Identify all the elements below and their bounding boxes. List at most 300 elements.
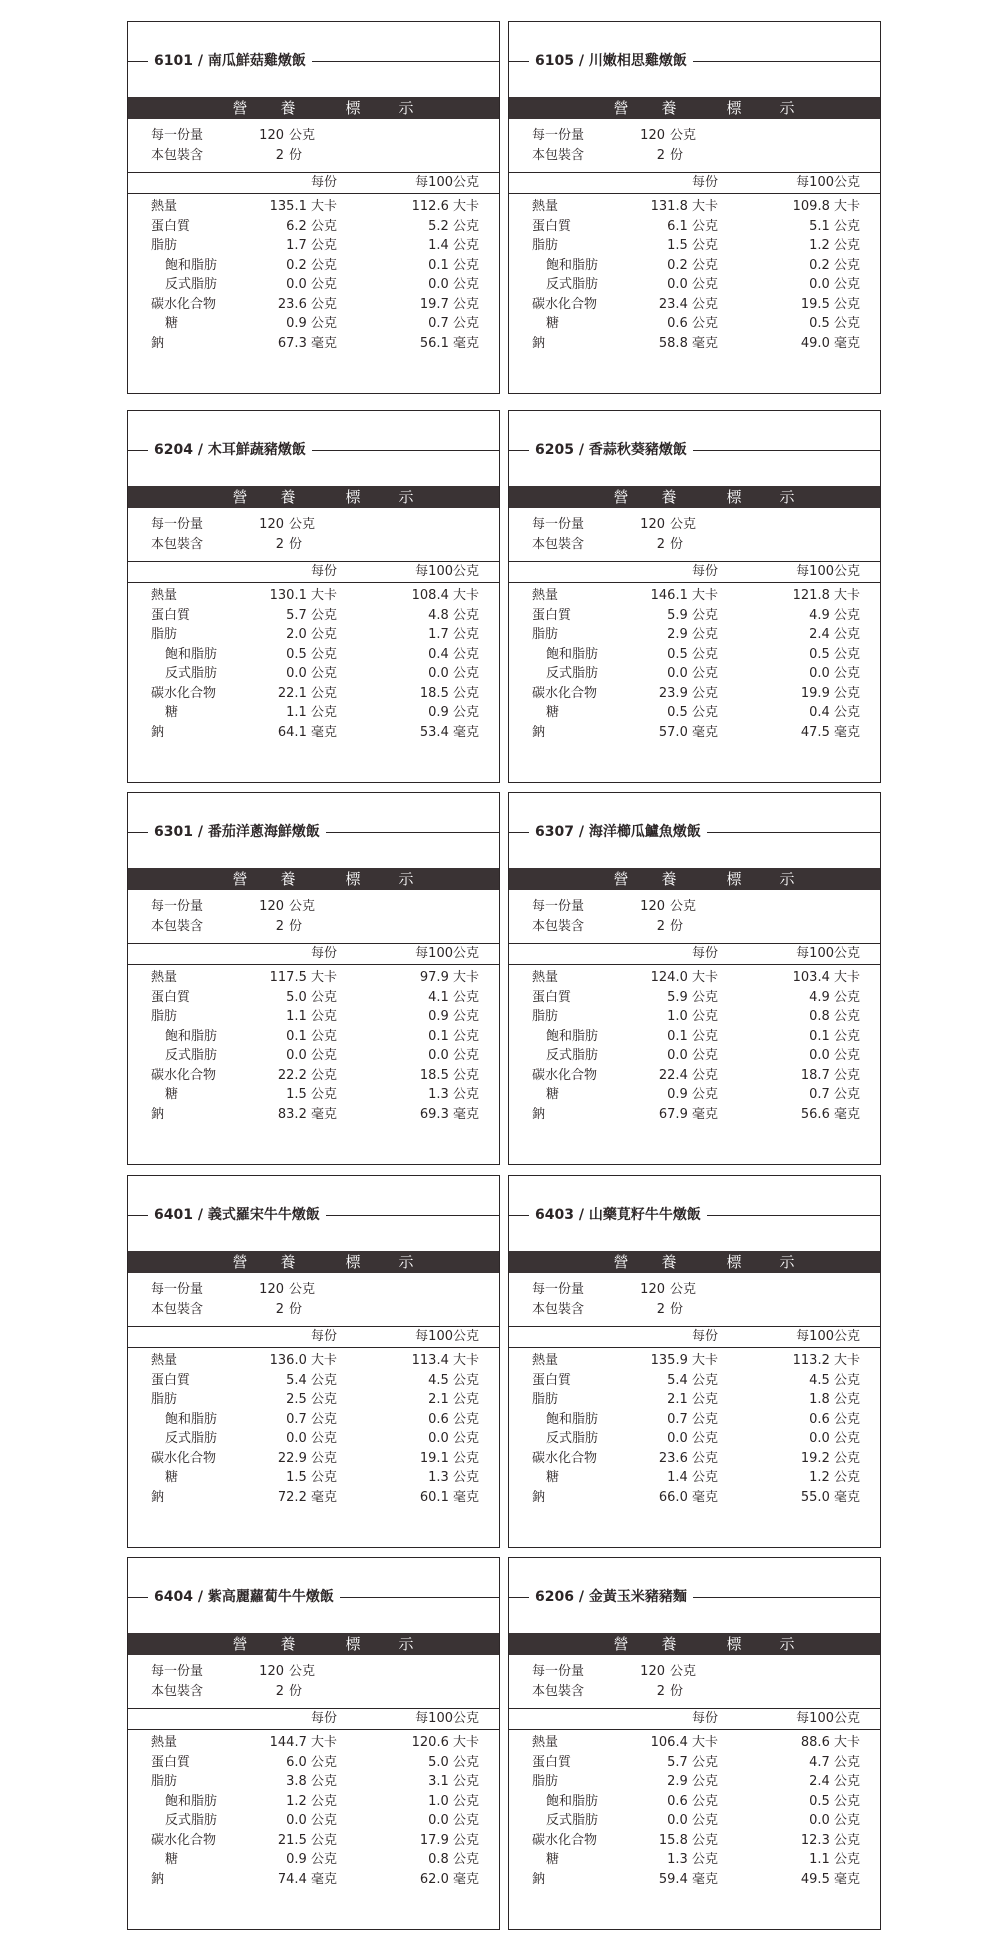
per-serving-value: 21.5 公克 xyxy=(277,1832,337,1848)
nutrient-row xyxy=(128,1733,499,1753)
per-serving-header: 每份 xyxy=(691,1711,718,1726)
nutrient-row xyxy=(509,236,880,256)
nutrient-label: 蛋白質 xyxy=(151,989,191,1005)
nutrition-header-bar xyxy=(509,1633,880,1655)
serving-size-unit: 公克 xyxy=(670,517,697,532)
per-serving-header: 每份 xyxy=(691,1329,718,1344)
header-char: 營 xyxy=(613,870,629,888)
nutrient-row xyxy=(128,1027,499,1047)
servings-per-pack-value: 2 xyxy=(275,1302,284,1317)
per-100g-value: 1.3 公克 xyxy=(428,1087,479,1102)
per-100g-value: 0.0 公克 xyxy=(809,666,860,681)
per-serving-value: 58.8 毫克 xyxy=(658,335,718,351)
header-char: 示 xyxy=(779,870,795,888)
per-100g-value: 1.7 公克 xyxy=(428,627,479,642)
servings-per-pack-unit: 份 xyxy=(289,537,303,552)
nutrition-header-bar xyxy=(509,486,880,508)
servings-per-pack-value: 2 xyxy=(275,919,284,934)
card-title-row xyxy=(128,438,499,462)
nutrient-row xyxy=(128,1429,499,1449)
per-serving-value: 1.0 公克 xyxy=(667,1009,718,1024)
per-serving-value: 106.4 大卡 xyxy=(650,1735,718,1750)
serving-size-value: 120 xyxy=(640,899,665,914)
nutrient-row xyxy=(128,1007,499,1027)
nutrient-label: 熱量 xyxy=(532,588,559,603)
servings-per-pack-label: 本包裝含 xyxy=(532,1302,585,1317)
card-title-row xyxy=(509,1203,880,1227)
per-100g-value: 97.9 大卡 xyxy=(419,970,479,985)
per-100g-value: 55.0 毫克 xyxy=(800,1489,860,1505)
nutrient-label: 熱量 xyxy=(532,970,559,985)
nutrient-row xyxy=(509,1468,880,1488)
nutrient-row xyxy=(128,703,499,723)
nutrient-label: 脂肪 xyxy=(532,1009,559,1024)
nutrient-row xyxy=(509,275,880,295)
serving-info xyxy=(128,897,499,937)
per-serving-value: 117.5 大卡 xyxy=(269,970,337,985)
per-100g-value: 18.5 公克 xyxy=(419,685,479,701)
serving-size-label: 每一份量 xyxy=(151,899,204,914)
nutrient-row xyxy=(128,256,499,276)
nutrient-label: 糖 xyxy=(546,1852,560,1867)
nutrient-label: 熱量 xyxy=(151,1735,178,1750)
header-char: 標 xyxy=(345,488,361,506)
per-100g-value: 0.8 公克 xyxy=(809,1009,860,1024)
nutrient-table xyxy=(509,1733,880,1889)
nutrient-row xyxy=(128,1488,499,1508)
nutrient-row xyxy=(509,1753,880,1773)
servings-per-pack-label: 本包裝含 xyxy=(532,148,585,163)
nutrient-label: 飽和脂肪 xyxy=(165,1411,218,1427)
nutrient-label: 糖 xyxy=(546,316,560,331)
nutrient-label: 反式脂肪 xyxy=(546,1813,599,1828)
serving-size-value: 120 xyxy=(259,1664,284,1679)
nutrient-row xyxy=(509,1772,880,1792)
nutrient-row xyxy=(128,1468,499,1488)
header-char: 示 xyxy=(779,1253,795,1271)
per-serving-value: 135.9 大卡 xyxy=(650,1353,718,1368)
per-100g-value: 53.4 毫克 xyxy=(419,724,479,740)
nutrient-label: 脂肪 xyxy=(532,238,559,253)
header-char: 標 xyxy=(726,99,742,117)
nutrient-label: 脂肪 xyxy=(532,627,559,642)
per-100g-value: 0.5 公克 xyxy=(809,646,860,662)
servings-per-pack-label: 本包裝含 xyxy=(151,148,204,163)
header-char: 養 xyxy=(661,99,677,117)
nutrient-row xyxy=(509,1410,880,1430)
serving-size-unit: 公克 xyxy=(289,1664,316,1679)
nutrient-label: 脂肪 xyxy=(532,1392,559,1407)
nutrition-card xyxy=(127,1557,500,1930)
column-header xyxy=(128,1326,499,1348)
per-100g-value: 120.6 大卡 xyxy=(411,1735,479,1750)
header-char: 養 xyxy=(661,1635,677,1653)
per-100g-value: 0.0 公克 xyxy=(428,666,479,681)
nutrient-row xyxy=(509,606,880,626)
per-100g-value: 0.8 公克 xyxy=(428,1852,479,1867)
per-100g-value: 0.5 公克 xyxy=(809,316,860,331)
nutrient-label: 反式脂肪 xyxy=(546,1431,599,1446)
nutrient-row xyxy=(128,1811,499,1831)
per-serving-value: 0.0 公克 xyxy=(286,277,337,292)
servings-per-pack-value: 2 xyxy=(275,148,284,163)
nutrient-label: 飽和脂肪 xyxy=(546,257,599,273)
nutrient-row xyxy=(509,664,880,684)
per-100g-value: 12.3 公克 xyxy=(800,1832,860,1848)
per-serving-value: 22.4 公克 xyxy=(658,1067,718,1083)
nutrient-label: 飽和脂肪 xyxy=(546,1028,599,1044)
nutrient-row xyxy=(128,1753,499,1773)
nutrition-card xyxy=(508,1557,881,1930)
header-char: 標 xyxy=(726,870,742,888)
nutrient-label: 碳水化合物 xyxy=(532,1450,598,1466)
column-header xyxy=(509,172,880,194)
nutrient-label: 糖 xyxy=(165,1087,179,1102)
nutrient-label: 鈉 xyxy=(532,1489,546,1505)
per-100g-value: 5.1 公克 xyxy=(809,218,860,234)
nutrient-table xyxy=(128,968,499,1124)
nutrient-row xyxy=(128,1105,499,1125)
product-title: 6404 / 紫高麗蘿蔔牛牛燉飯 xyxy=(148,1585,340,1609)
per-serving-value: 0.0 公克 xyxy=(667,1431,718,1446)
per-100g-value: 1.2 公克 xyxy=(809,238,860,253)
nutrient-table xyxy=(128,1351,499,1507)
nutrient-label: 熱量 xyxy=(532,1353,559,1368)
nutrient-label: 蛋白質 xyxy=(532,607,572,623)
per-100g-value: 108.4 大卡 xyxy=(411,588,479,603)
per-100g-value: 4.9 公克 xyxy=(809,989,860,1005)
nutrient-row xyxy=(128,664,499,684)
nutrient-label: 熱量 xyxy=(532,1735,559,1750)
header-char: 營 xyxy=(613,99,629,117)
serving-size-label: 每一份量 xyxy=(151,1664,204,1679)
per-100g-value: 47.5 毫克 xyxy=(800,724,860,740)
per-100g-value: 56.6 毫克 xyxy=(800,1106,860,1122)
nutrient-row xyxy=(128,295,499,315)
product-title: 6101 / 南瓜鮮菇雞燉飯 xyxy=(148,49,312,73)
column-header xyxy=(128,172,499,194)
header-char: 示 xyxy=(398,488,414,506)
header-char: 養 xyxy=(280,99,296,117)
header-char: 示 xyxy=(398,99,414,117)
per-serving-value: 0.5 公克 xyxy=(667,705,718,720)
per-100g-value: 49.5 毫克 xyxy=(800,1871,860,1887)
nutrition-header-bar xyxy=(509,1251,880,1273)
nutrient-row xyxy=(128,334,499,354)
serving-size-value: 120 xyxy=(259,517,284,532)
nutrient-label: 碳水化合物 xyxy=(532,296,598,312)
serving-info xyxy=(128,515,499,555)
nutrient-label: 碳水化合物 xyxy=(151,1067,217,1083)
serving-info xyxy=(509,1662,880,1702)
servings-per-pack-value: 2 xyxy=(656,919,665,934)
per-100g-header: 每100公克 xyxy=(796,564,860,579)
nutrient-row xyxy=(509,217,880,237)
nutrient-label: 鈉 xyxy=(151,1871,165,1887)
card-title-row xyxy=(128,49,499,73)
per-serving-value: 5.0 公克 xyxy=(286,989,337,1005)
nutrient-row xyxy=(128,1085,499,1105)
product-title: 6204 / 木耳鮮蔬豬燉飯 xyxy=(148,438,312,462)
servings-per-pack-label: 本包裝含 xyxy=(151,919,204,934)
per-100g-header: 每100公克 xyxy=(796,1329,860,1344)
serving-size-value: 120 xyxy=(640,128,665,143)
serving-size-unit: 公克 xyxy=(670,128,697,143)
per-100g-value: 0.0 公克 xyxy=(428,1048,479,1063)
per-100g-value: 19.1 公克 xyxy=(419,1450,479,1466)
per-100g-value: 112.6 大卡 xyxy=(411,199,479,214)
servings-per-pack-unit: 份 xyxy=(289,1684,303,1699)
per-100g-value: 62.0 毫克 xyxy=(419,1871,479,1887)
product-title: 6205 / 香蒜秋葵豬燉飯 xyxy=(529,438,693,462)
per-serving-value: 136.0 大卡 xyxy=(269,1353,337,1368)
serving-size-unit: 公克 xyxy=(289,128,316,143)
per-100g-value: 0.1 公克 xyxy=(428,1028,479,1044)
nutrient-label: 熱量 xyxy=(151,1353,178,1368)
serving-size-value: 120 xyxy=(640,517,665,532)
per-serving-value: 23.6 公克 xyxy=(658,1450,718,1466)
per-serving-value: 22.9 公克 xyxy=(277,1450,337,1466)
header-char: 養 xyxy=(280,870,296,888)
per-serving-value: 146.1 大卡 xyxy=(650,588,718,603)
per-100g-value: 88.6 大卡 xyxy=(800,1735,860,1750)
nutrient-row xyxy=(128,217,499,237)
servings-per-pack-label: 本包裝含 xyxy=(532,919,585,934)
nutrient-label: 反式脂肪 xyxy=(165,1431,218,1446)
nutrient-label: 脂肪 xyxy=(532,1774,559,1789)
nutrient-row xyxy=(509,1046,880,1066)
serving-size-label: 每一份量 xyxy=(532,899,585,914)
per-100g-value: 0.7 公克 xyxy=(428,316,479,331)
nutrition-card xyxy=(127,410,500,783)
nutrient-label: 脂肪 xyxy=(151,627,178,642)
nutrient-row xyxy=(128,723,499,743)
nutrient-table xyxy=(509,1351,880,1507)
nutrient-label: 鈉 xyxy=(532,1871,546,1887)
column-header xyxy=(128,1708,499,1730)
per-serving-value: 0.0 公克 xyxy=(286,666,337,681)
per-100g-value: 1.1 公克 xyxy=(809,1852,860,1867)
nutrient-label: 碳水化合物 xyxy=(151,1832,217,1848)
nutrient-row xyxy=(128,625,499,645)
nutrient-label: 鈉 xyxy=(151,724,165,740)
per-serving-value: 0.9 公克 xyxy=(286,1852,337,1867)
servings-per-pack-value: 2 xyxy=(275,537,284,552)
nutrient-label: 碳水化合物 xyxy=(151,685,217,701)
nutrient-label: 反式脂肪 xyxy=(165,666,218,681)
per-serving-value: 1.5 公克 xyxy=(286,1470,337,1485)
nutrient-label: 脂肪 xyxy=(151,1392,178,1407)
nutrient-label: 蛋白質 xyxy=(532,218,572,234)
nutrient-label: 飽和脂肪 xyxy=(165,1028,218,1044)
per-100g-value: 18.5 公克 xyxy=(419,1067,479,1083)
per-serving-value: 59.4 毫克 xyxy=(658,1871,718,1887)
per-serving-value: 2.9 公克 xyxy=(667,1774,718,1789)
card-title-row xyxy=(509,49,880,73)
per-serving-value: 1.5 公克 xyxy=(286,1087,337,1102)
nutrient-row xyxy=(509,334,880,354)
per-100g-value: 0.7 公克 xyxy=(809,1087,860,1102)
per-serving-value: 5.9 公克 xyxy=(667,989,718,1005)
nutrient-row xyxy=(509,1792,880,1812)
nutrient-label: 碳水化合物 xyxy=(151,296,217,312)
nutrient-row xyxy=(509,1007,880,1027)
per-serving-value: 1.7 公克 xyxy=(286,238,337,253)
column-header xyxy=(509,943,880,965)
servings-per-pack-label: 本包裝含 xyxy=(151,537,204,552)
per-serving-value: 0.0 公克 xyxy=(667,1048,718,1063)
per-100g-value: 5.2 公克 xyxy=(428,218,479,234)
nutrient-label: 蛋白質 xyxy=(532,989,572,1005)
nutrient-label: 糖 xyxy=(165,1852,179,1867)
product-title: 6401 / 義式羅宋牛牛燉飯 xyxy=(148,1203,326,1227)
nutrient-row xyxy=(128,1046,499,1066)
per-100g-header: 每100公克 xyxy=(415,946,479,961)
nutrient-row xyxy=(509,1811,880,1831)
nutrient-row xyxy=(509,1371,880,1391)
nutrient-label: 蛋白質 xyxy=(151,1754,191,1770)
nutrient-row xyxy=(128,197,499,217)
header-char: 營 xyxy=(232,1253,248,1271)
serving-size-label: 每一份量 xyxy=(151,1282,204,1297)
per-serving-value: 0.7 公克 xyxy=(286,1411,337,1427)
card-title-row xyxy=(509,1585,880,1609)
per-100g-header: 每100公克 xyxy=(415,175,479,190)
per-100g-header: 每100公克 xyxy=(796,175,860,190)
nutrient-label: 糖 xyxy=(165,316,179,331)
per-serving-value: 1.1 公克 xyxy=(286,705,337,720)
per-100g-value: 2.4 公克 xyxy=(809,1774,860,1789)
product-title: 6301 / 番茄洋蔥海鮮燉飯 xyxy=(148,820,326,844)
nutrient-row xyxy=(128,1792,499,1812)
per-100g-value: 0.4 公克 xyxy=(428,646,479,662)
nutrient-row xyxy=(509,1449,880,1469)
per-100g-header: 每100公克 xyxy=(415,564,479,579)
nutrient-label: 熱量 xyxy=(532,199,559,214)
nutrient-row xyxy=(128,236,499,256)
nutrition-card xyxy=(127,792,500,1165)
nutrient-row xyxy=(128,1410,499,1430)
nutrient-row xyxy=(509,723,880,743)
per-100g-value: 1.0 公克 xyxy=(428,1793,479,1809)
header-char: 標 xyxy=(345,870,361,888)
per-100g-header: 每100公克 xyxy=(796,946,860,961)
nutrient-row xyxy=(128,988,499,1008)
serving-info xyxy=(509,515,880,555)
per-serving-value: 0.0 公克 xyxy=(286,1431,337,1446)
nutrient-row xyxy=(128,1772,499,1792)
per-serving-value: 2.5 公克 xyxy=(286,1392,337,1407)
per-100g-value: 0.1 公克 xyxy=(428,257,479,273)
header-char: 養 xyxy=(280,1635,296,1653)
header-char: 營 xyxy=(232,488,248,506)
per-serving-value: 5.9 公克 xyxy=(667,607,718,623)
nutrition-card xyxy=(127,21,500,394)
per-serving-value: 0.0 公克 xyxy=(667,277,718,292)
per-100g-value: 0.1 公克 xyxy=(809,1028,860,1044)
per-serving-value: 6.2 公克 xyxy=(286,218,337,234)
nutrient-row xyxy=(509,197,880,217)
per-serving-value: 0.0 公克 xyxy=(667,1813,718,1828)
serving-size-unit: 公克 xyxy=(289,517,316,532)
per-100g-value: 0.4 公克 xyxy=(809,705,860,720)
per-serving-value: 0.6 公克 xyxy=(667,316,718,331)
per-100g-value: 19.7 公克 xyxy=(419,296,479,312)
per-serving-value: 6.1 公克 xyxy=(667,218,718,234)
nutrient-row xyxy=(509,684,880,704)
header-char: 標 xyxy=(345,99,361,117)
nutrient-label: 飽和脂肪 xyxy=(546,1793,599,1809)
serving-size-unit: 公克 xyxy=(670,899,697,914)
per-serving-value: 0.0 公克 xyxy=(667,666,718,681)
per-serving-value: 0.5 公克 xyxy=(286,646,337,662)
nutrient-row xyxy=(509,1870,880,1890)
servings-per-pack-unit: 份 xyxy=(670,919,684,934)
serving-size-value: 120 xyxy=(259,128,284,143)
per-serving-value: 64.1 毫克 xyxy=(277,724,337,740)
per-100g-value: 49.0 毫克 xyxy=(800,335,860,351)
servings-per-pack-unit: 份 xyxy=(289,919,303,934)
nutrient-table xyxy=(128,197,499,353)
nutrient-row xyxy=(509,1831,880,1851)
per-serving-header: 每份 xyxy=(691,946,718,961)
per-serving-value: 6.0 公克 xyxy=(286,1754,337,1770)
serving-size-label: 每一份量 xyxy=(532,128,585,143)
per-serving-value: 22.1 公克 xyxy=(277,685,337,701)
servings-per-pack-value: 2 xyxy=(656,148,665,163)
serving-size-label: 每一份量 xyxy=(151,128,204,143)
serving-size-value: 120 xyxy=(640,1664,665,1679)
per-serving-value: 1.3 公克 xyxy=(667,1852,718,1867)
nutrient-label: 熱量 xyxy=(151,199,178,214)
per-serving-value: 67.9 毫克 xyxy=(658,1106,718,1122)
serving-size-label: 每一份量 xyxy=(151,517,204,532)
nutrient-row xyxy=(509,1733,880,1753)
header-char: 標 xyxy=(345,1253,361,1271)
nutrient-label: 碳水化合物 xyxy=(532,685,598,701)
nutrient-label: 熱量 xyxy=(151,588,178,603)
nutrient-row xyxy=(128,314,499,334)
nutrition-header-bar xyxy=(128,868,499,890)
servings-per-pack-value: 2 xyxy=(275,1684,284,1699)
serving-size-label: 每一份量 xyxy=(532,1282,585,1297)
nutrient-label: 蛋白質 xyxy=(151,607,191,623)
per-100g-value: 0.0 公克 xyxy=(428,277,479,292)
per-100g-value: 60.1 毫克 xyxy=(419,1489,479,1505)
per-100g-value: 0.0 公克 xyxy=(428,1431,479,1446)
nutrient-label: 蛋白質 xyxy=(151,218,191,234)
per-serving-value: 0.0 公克 xyxy=(286,1048,337,1063)
nutrient-row xyxy=(128,1449,499,1469)
servings-per-pack-label: 本包裝含 xyxy=(151,1684,204,1699)
per-100g-value: 0.9 公克 xyxy=(428,1009,479,1024)
per-100g-value: 1.2 公克 xyxy=(809,1470,860,1485)
product-title: 6206 / 金黃玉米豬豬麵 xyxy=(529,1585,693,1609)
header-char: 養 xyxy=(280,1253,296,1271)
per-100g-value: 4.8 公克 xyxy=(428,607,479,623)
per-100g-value: 0.0 公克 xyxy=(809,1048,860,1063)
servings-per-pack-unit: 份 xyxy=(289,1302,303,1317)
nutrient-row xyxy=(509,314,880,334)
nutrient-row xyxy=(509,703,880,723)
nutrient-row xyxy=(509,586,880,606)
nutrient-label: 飽和脂肪 xyxy=(546,1411,599,1427)
nutrient-label: 脂肪 xyxy=(151,1774,178,1789)
servings-per-pack-label: 本包裝含 xyxy=(532,1684,585,1699)
card-title-row xyxy=(509,438,880,462)
per-100g-value: 0.0 公克 xyxy=(428,1813,479,1828)
serving-size-value: 120 xyxy=(640,1282,665,1297)
